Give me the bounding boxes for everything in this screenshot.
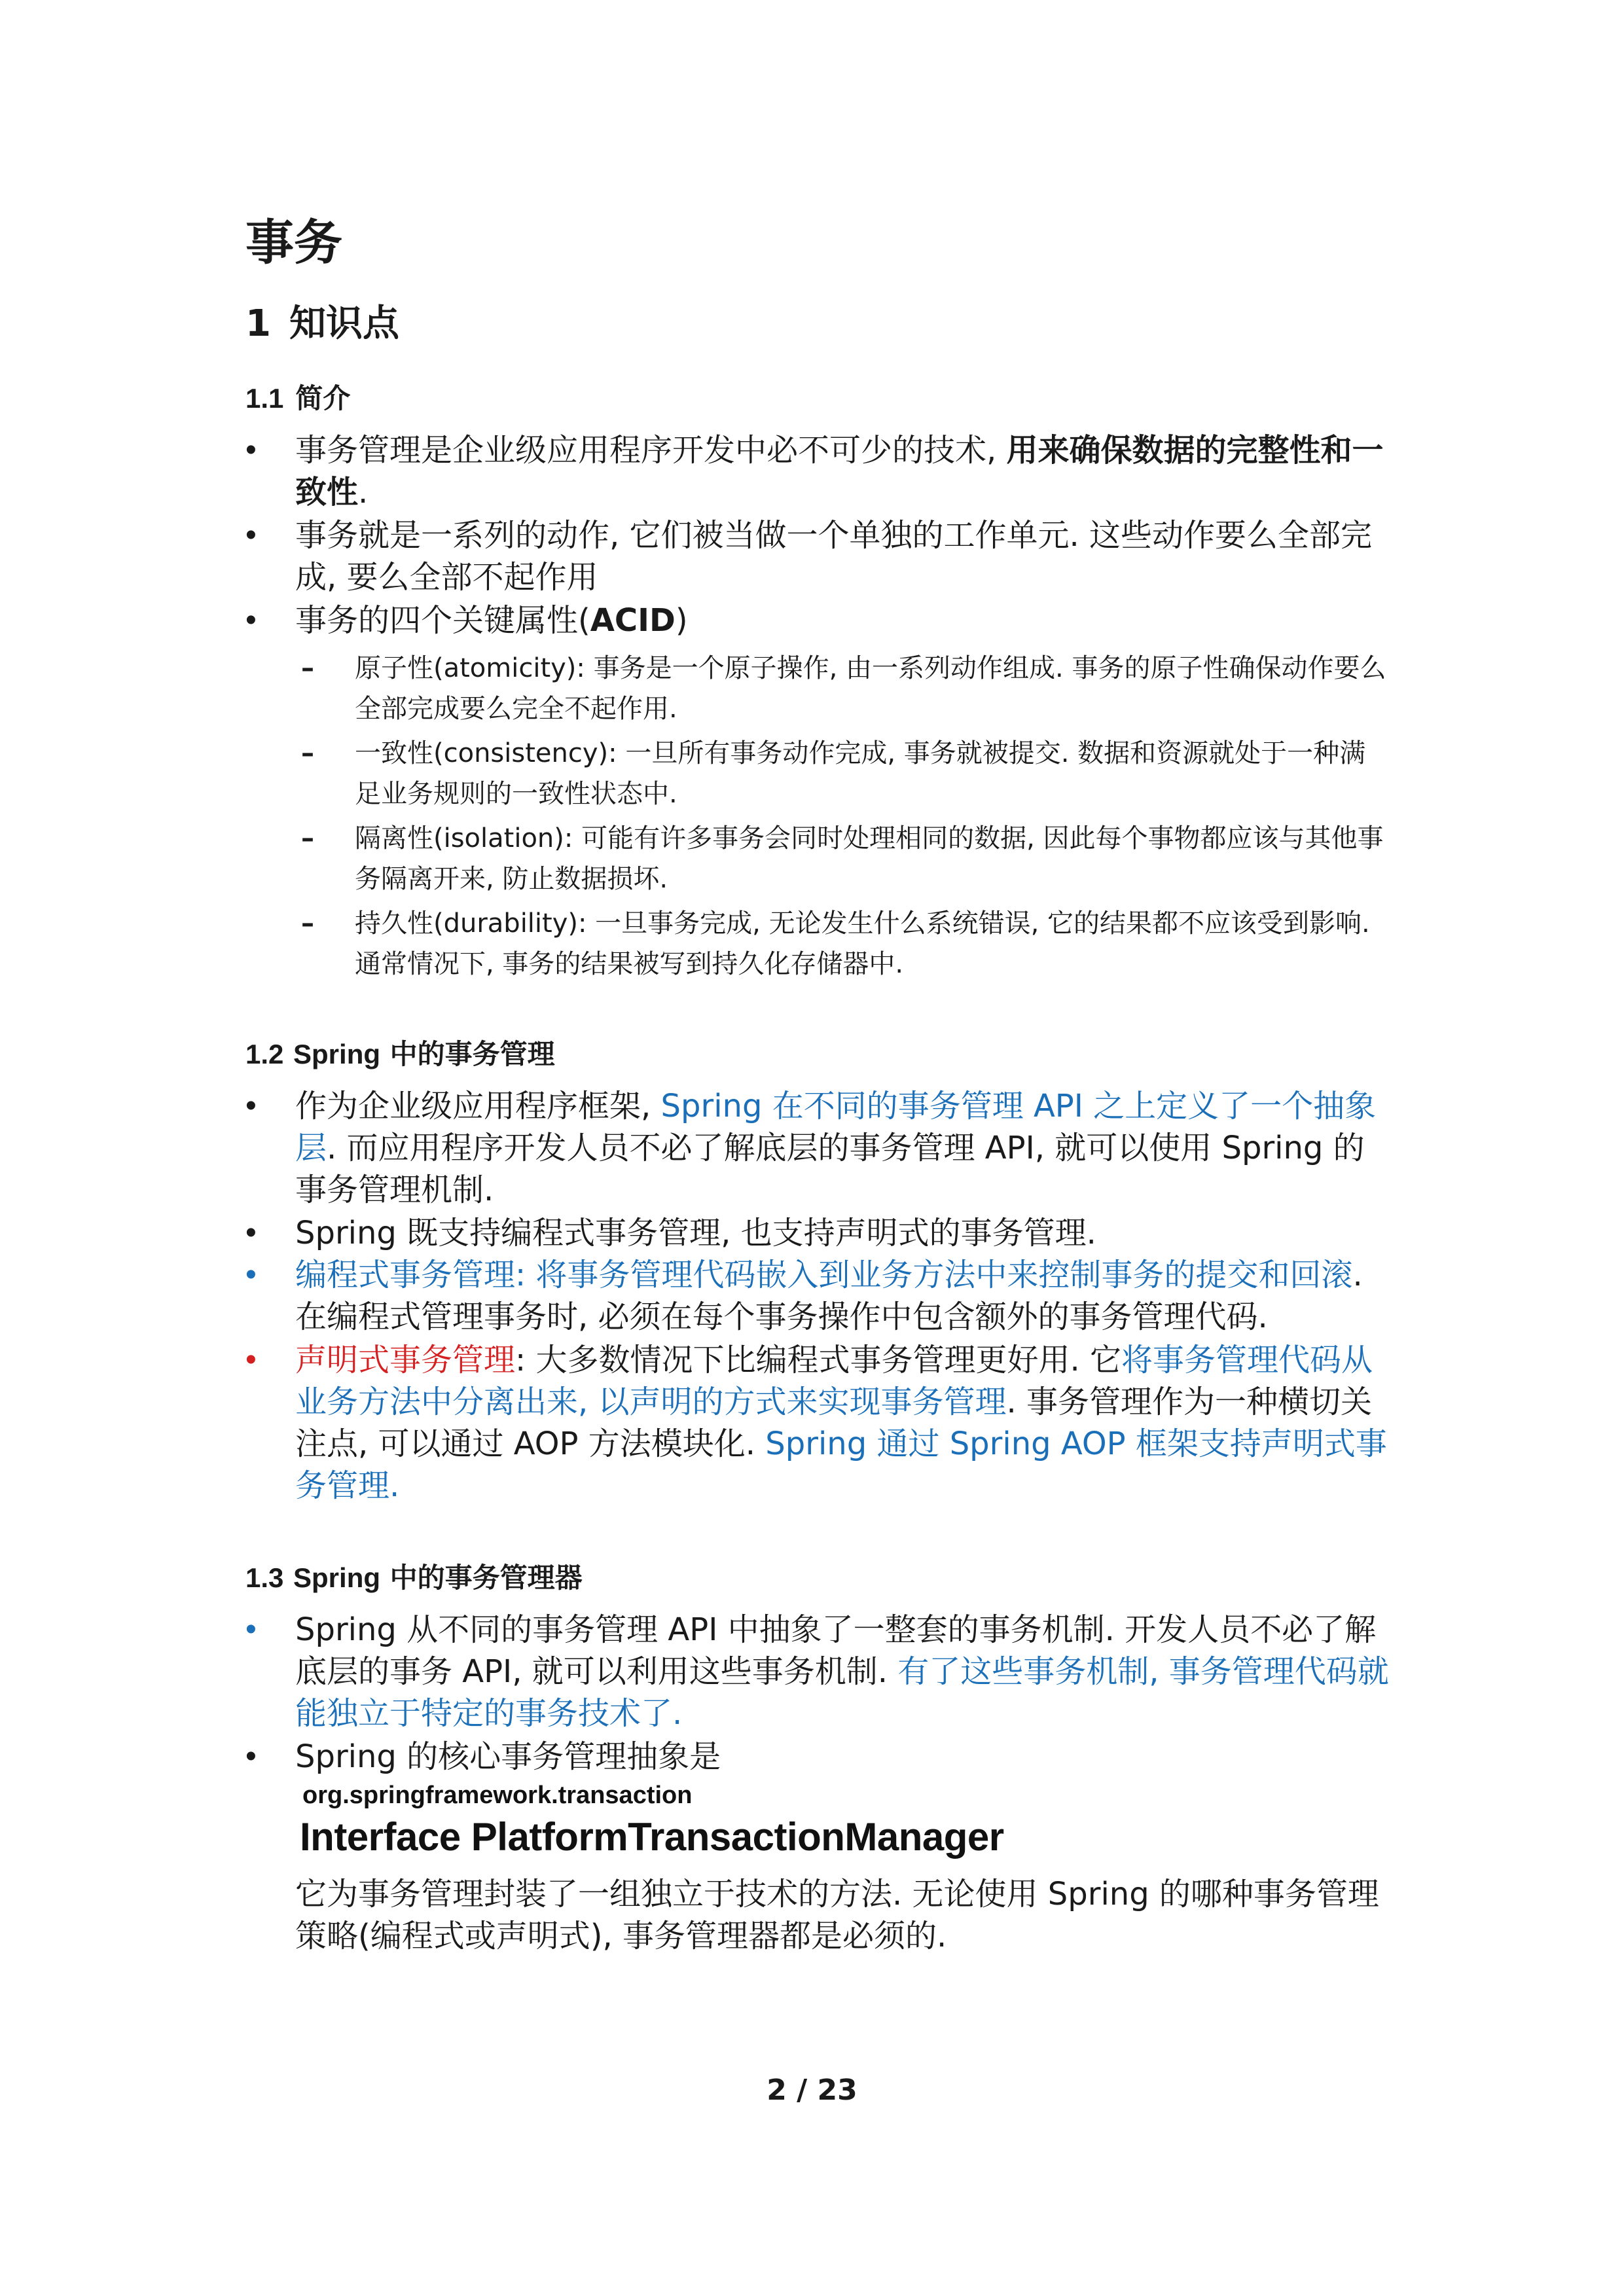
heading-text: 简介: [295, 382, 351, 414]
heading-1-3: [245, 1556, 1391, 1596]
highlight-blue: 编程式事务管理: 将事务管理代码嵌入到业务方法中来控制事务的提交和回滚: [295, 1257, 1353, 1293]
bullet: •: [245, 1215, 257, 1250]
list-item-text: 作为企业级应用程序框架, Spring 在不同的事务管理 API 之上定义了一个抽象层. 而应用程序开发人员不必了解底层的事务管理 API, 就可以使用 Spring 的事务管理机制.: [295, 1088, 1377, 1208]
sub-list-item: [301, 733, 1391, 814]
package-name: org.springframework.transaction: [302, 1782, 693, 1809]
sub-item-text: 隔离性(isolation): 可能有许多事务会同时处理相同的数据, 因此每个事物都应该与其他事务隔离开来, 防止数据损坏.: [355, 823, 1384, 894]
list-item: [245, 1085, 1391, 1211]
highlight-blue: 有了这些事务机制, 事务管理代码就能独立于特定的事务技术了: [295, 1653, 1389, 1732]
interface-name: Interface PlatformTransactionManager: [300, 1815, 1004, 1859]
list-item-text: 声明式事务管理: 大多数情况下比编程式事务管理更好用. 它将事务管理代码从业务方法中分离出来, 以声明的方式来实现事务管理. 事务管理作为一种横切关注点, 可以通过 AOP 方法模块化. Spring 通过 Spring AOP 框架支持声明式事务管理.: [295, 1342, 1387, 1504]
list-item: [245, 600, 1391, 641]
highlight-blue: Spring 在不同的事务管理 API 之上定义了一个抽象层: [295, 1088, 1377, 1166]
sub-list-item: [301, 903, 1391, 984]
heading-spring: Spring: [293, 1562, 381, 1593]
list-item-text: 事务的四个关键属性(ACID): [295, 602, 688, 639]
emphasis: 用来确保数据的完整性和一致性: [295, 432, 1384, 511]
heading-number: 1.2: [245, 1039, 284, 1069]
heading-1-2: [245, 1033, 1391, 1072]
highlight-blue: Spring 通过 Spring AOP 框架支持声明式事务管理: [295, 1426, 1387, 1504]
bullet: •: [245, 603, 257, 637]
page-number: 2 / 23: [767, 2073, 857, 2107]
heading-1-1: [245, 377, 1391, 416]
sub-item-text: 一致性(consistency): 一旦所有事务动作完成, 事务就被提交. 数据和资源就处于一种满足业务规则的一致性状态中.: [355, 738, 1366, 809]
highlight-blue: 将事务管理代码从业务方法中分离出来, 以声明的方式来实现事务管理: [295, 1342, 1373, 1420]
bullet: •: [245, 1257, 257, 1292]
list-item: [245, 429, 1391, 513]
list-item: [245, 1609, 1391, 1734]
list-item-text: 事务就是一系列的动作, 它们被当做一个单独的工作单元. 这些动作要么全部完成, 要么全部不起作用: [295, 517, 1373, 596]
heading-number: 1: [245, 302, 271, 345]
list-item: [245, 1212, 1391, 1254]
sub-list-item: [301, 648, 1391, 729]
heading-spring: Spring: [293, 1039, 381, 1069]
paragraph: 它为事务管理封装了一组独立于技术的方法. 无论使用 Spring 的哪种事务管理策略(编程式或声明式), 事务管理器都是必须的.: [295, 1876, 1379, 1954]
heading-text: 中的事务管理: [380, 1038, 555, 1070]
dash: –: [301, 823, 314, 853]
dash: –: [301, 908, 314, 939]
list-item: [245, 1339, 1391, 1507]
list-item-text: Spring 从不同的事务管理 API 中抽象了一整套的事务机制. 开发人员不必了解底层的事务 API, 就可以利用这些事务机制. 有了这些事务机制, 事务管理代码就能独立于特定的事务技术了.: [295, 1611, 1389, 1732]
bullet: •: [245, 433, 257, 467]
highlight-red: 声明式事务管理: [295, 1342, 516, 1378]
bullet: •: [245, 518, 257, 552]
heading-number: 1.1: [245, 383, 284, 414]
list-item: [245, 1736, 1391, 1778]
list-item-text: 事务管理是企业级应用程序开发中必不可少的技术, 用来确保数据的完整性和一致性.: [295, 432, 1384, 511]
bullet: •: [245, 1088, 257, 1123]
dash: –: [301, 738, 314, 768]
dash: –: [301, 653, 314, 683]
sub-list-item: [301, 818, 1391, 899]
bullet: •: [245, 1739, 257, 1774]
heading-text: 中的事务管理器: [380, 1562, 583, 1594]
list-item-text: Spring 既支持编程式事务管理, 也支持声明式的事务管理.: [295, 1215, 1096, 1251]
heading-number: 1.3: [245, 1562, 284, 1593]
list-item-text: Spring 的核心事务管理抽象是: [295, 1738, 721, 1775]
sub-item-text: 原子性(atomicity): 事务是一个原子操作, 由一系列动作组成. 事务的原子性确保动作要么全部完成要么完全不起作用.: [355, 653, 1386, 724]
doc-title: 事务: [245, 215, 342, 271]
bullet: •: [245, 1612, 257, 1647]
heading-text: 知识点: [289, 302, 399, 345]
sub-item-text: 持久性(durability): 一旦事务完成, 无论发生什么系统错误, 它的结果都不应该受到影响. 通常情况下, 事务的结果被写到持久化存储器中.: [355, 908, 1370, 979]
list-item: [245, 1254, 1391, 1338]
heading-1: [245, 295, 1391, 347]
list-item: [245, 514, 1391, 598]
bullet: •: [245, 1342, 257, 1377]
list-item-text: 编程式事务管理: 将事务管理代码嵌入到业务方法中来控制事务的提交和回滚. 在编程式管理事务时, 必须在每个事务操作中包含额外的事务管理代码.: [295, 1257, 1363, 1335]
